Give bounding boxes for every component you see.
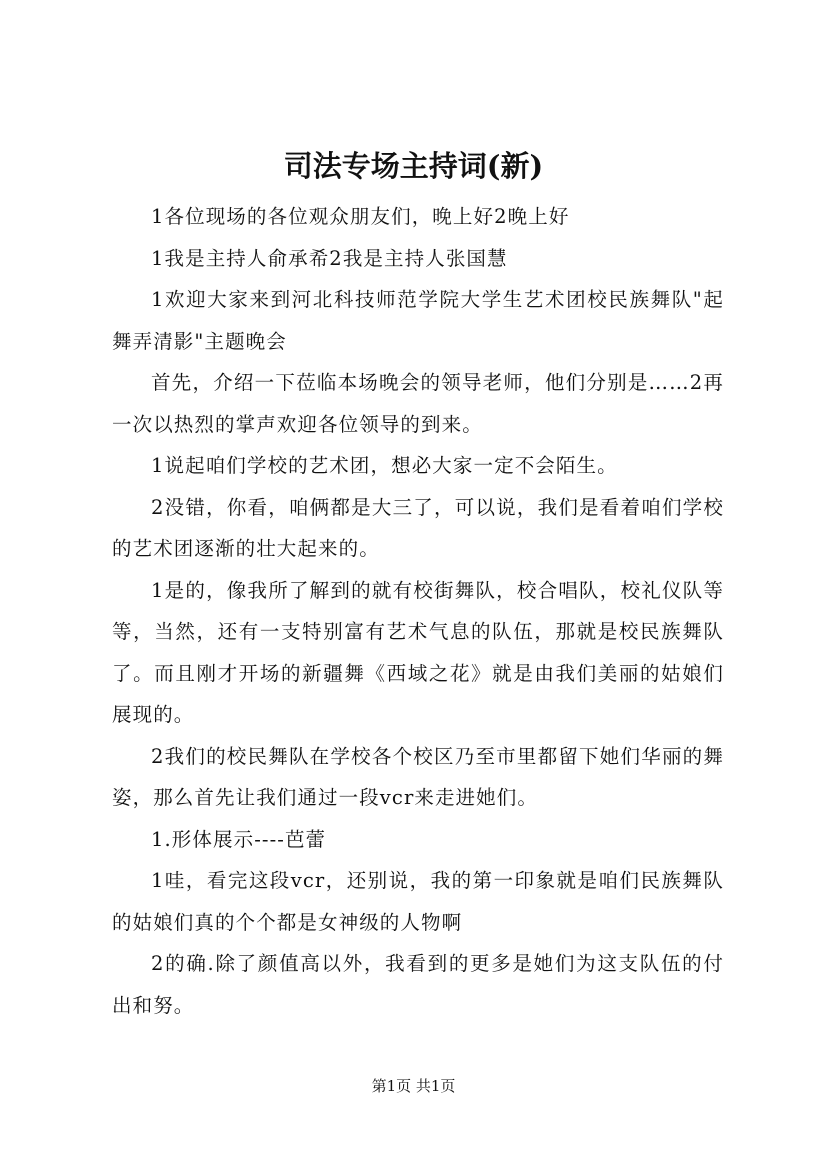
paragraph-7: 1是的，像我所了解到的就有校街舞队，校合唱队，校礼仪队等等，当然，还有一支特别富有艺术气息的队伍，那就是校民族舞队了。而且刚才开场的新疆舞《西域之花》就是由我们美丽的姑娘们展现的。 bbox=[112, 578, 724, 726]
document-body bbox=[112, 196, 724, 1026]
paragraph-8: 2我们的校民舞队在学校各个校区乃至市里都留下她们华丽的舞姿，那么首先让我们通过一段vcr来走进她们。 bbox=[112, 744, 724, 809]
paragraph-4: 首先，介绍一下莅临本场晚会的领导老师，他们分别是……2再一次以热烈的掌声欢迎各位领导的到来。 bbox=[112, 371, 724, 436]
paragraph-3: 1欢迎大家来到河北科技师范学院大学生艺术团校民族舞队"起舞弄清影"主题晚会 bbox=[112, 288, 724, 353]
paragraph-2: 1我是主持人俞承希2我是主持人张国慧 bbox=[151, 246, 508, 270]
page-footer: 第1页 共1页 bbox=[371, 1077, 456, 1095]
paragraph-1: 1各位现场的各位观众朋友们，晚上好2晚上好 bbox=[151, 205, 570, 228]
document-title: 司法专场主持词(新) bbox=[283, 149, 544, 183]
paragraph-5: 1说起咱们学校的艺术团，想必大家一定不会陌生。 bbox=[151, 454, 618, 477]
paragraph-11: 2的确.除了颜值高以外，我看到的更多是她们为这支队伍的付出和努。 bbox=[112, 952, 724, 1017]
paragraph-10: 1哇，看完这段vcr，还别说，我的第一印象就是咱们民族舞队的姑娘们真的个个都是女神级的人物啊 bbox=[112, 869, 724, 934]
paragraph-9: 1.形体展示----芭蕾 bbox=[151, 827, 327, 851]
paragraph-6: 2没错，你看，咱俩都是大三了，可以说，我们是看着咱们学校的艺术团逐渐的壮大起来的。 bbox=[112, 495, 724, 560]
